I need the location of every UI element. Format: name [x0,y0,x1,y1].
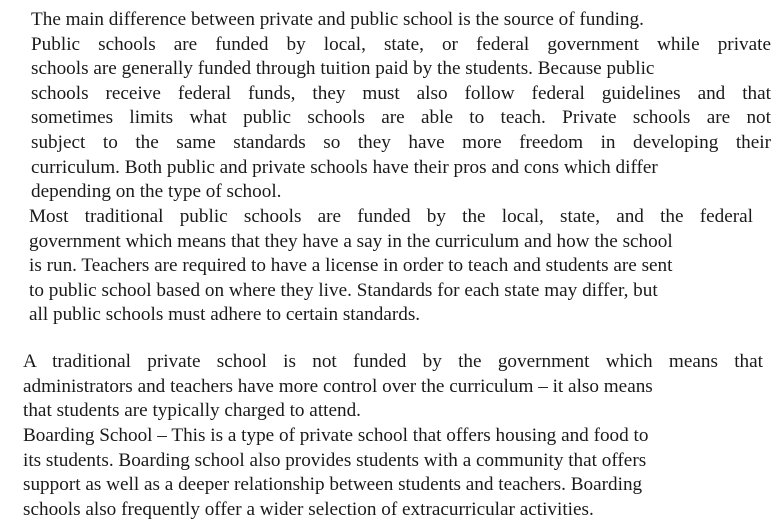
text-line: Public schools are funded by local, state, or federal government while private [31,33,771,55]
text-line: curriculum. Both public and private schools have their pros and cons which differ [31,156,658,178]
text-line: schools also frequently offer a wider selection of extracurricular activities. [23,498,594,520]
text-line: Boarding School – This is a type of private school that offers housing and food to [23,425,649,446]
paragraph-funding-difference [31,8,771,205]
text-line: schools are generally funded through tuition paid by the students. Because public [31,58,655,80]
text-line: Most traditional public schools are funded by the local, state, and the federal [29,206,753,227]
text-line: that students are typically charged to attend. [23,400,361,422]
text-line: schools receive federal funds, they must also follow federal guidelines and that [31,82,771,104]
text-line: is run. Teachers are required to have a license in order to teach and students are sent [29,255,673,277]
paragraph-private-schools [23,350,763,424]
text-line: to public school based on where they live. Standards for each state may differ, but [29,279,658,301]
text-line: depending on the type of school. [31,181,282,203]
text-line: A traditional private school is not funded by the government which means that [23,351,763,372]
text-line: its students. Boarding school also provides students with a community that offers [23,449,647,471]
text-line: The main difference between private and public school is the source of funding. [31,9,644,30]
paragraph-public-schools [29,205,753,328]
paragraph-boarding-school [23,424,738,522]
text-line: administrators and teachers have more control over the curriculum – it also means [23,375,653,397]
text-line: support as well as a deeper relationship between students and teachers. Boarding [23,474,643,496]
text-line: government which means that they have a say in the curriculum and how the school [29,230,673,252]
text-line: sometimes limits what public schools are able to teach. Private schools are not [31,107,771,129]
text-line: all public schools must adhere to certain standards. [29,304,421,326]
text-line: subject to the same standards so they have more freedom in developing their [31,131,771,153]
